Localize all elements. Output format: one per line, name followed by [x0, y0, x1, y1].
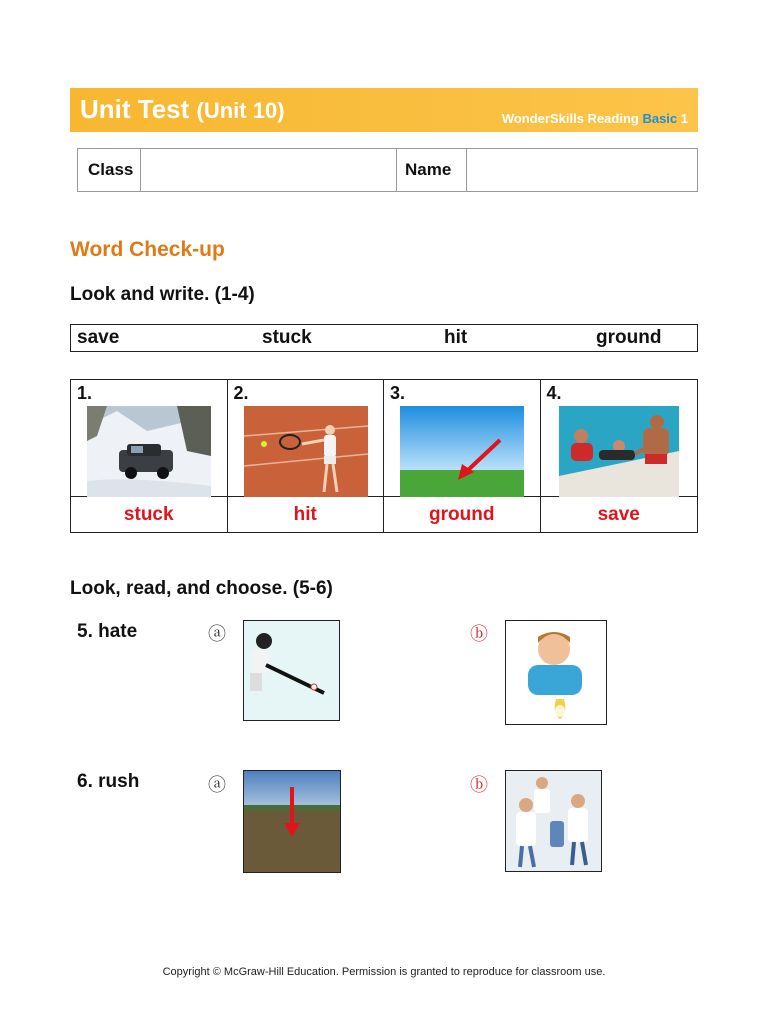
brand-label	[502, 111, 688, 126]
lifeguards-pool-image	[559, 406, 679, 497]
car-in-snow-image	[87, 406, 211, 497]
word-bank-item: save	[77, 327, 120, 348]
option-a-marker[interactable]: ⓐ	[208, 775, 226, 795]
answer-cell-3[interactable]: ground	[384, 497, 541, 532]
baseball-batter-image[interactable]	[243, 620, 340, 721]
item-number: 1.	[77, 383, 93, 403]
instruction-part2: Look, read, and choose. (5-6)	[70, 578, 333, 599]
option-b-marker[interactable]: ⓑ	[470, 624, 488, 644]
field-arrow-image[interactable]	[243, 770, 341, 873]
question-6-label: 6. rush	[77, 771, 140, 792]
brand-level: Basic	[642, 111, 678, 126]
boy-with-banana-image[interactable]	[505, 620, 607, 725]
title-main: Unit Test	[80, 94, 190, 124]
class-field[interactable]	[141, 149, 397, 191]
picture-cell-4	[541, 380, 698, 497]
instruction-part1: Look and write. (1-4)	[70, 284, 255, 305]
option-b-marker[interactable]: ⓑ	[470, 775, 488, 795]
item-number: 2.	[233, 383, 249, 403]
section-title: Word Check-up	[70, 238, 225, 261]
question-5-label: 5. hate	[77, 621, 138, 642]
class-label: Class	[78, 149, 141, 191]
word-bank-item: ground	[596, 327, 662, 348]
answer-cell-2[interactable]: hit	[228, 497, 385, 532]
name-label: Name	[397, 149, 467, 191]
word-bank-item: hit	[444, 327, 468, 348]
title-banner	[70, 88, 698, 132]
name-field[interactable]	[467, 149, 697, 191]
class-name-table	[77, 148, 698, 192]
answer-cell-4[interactable]: save	[597, 503, 640, 525]
item-number: 4.	[546, 383, 562, 403]
word-bank-item: stuck	[262, 327, 312, 348]
copyright-footer: Copyright © McGraw-Hill Education. Permission is granted to reproduce for classroom use.	[162, 966, 606, 978]
picture-cell-3	[384, 380, 541, 497]
page-title	[80, 94, 285, 125]
brand-prefix: WonderSkills Reading	[501, 111, 643, 126]
word-bank	[70, 324, 698, 352]
picture-answer-table	[70, 379, 698, 533]
picture-cell-1	[71, 380, 228, 497]
option-a-marker[interactable]: ⓐ	[208, 624, 226, 644]
title-unit: (Unit 10)	[196, 98, 285, 123]
item-number: 3.	[390, 383, 406, 403]
doctors-running-image[interactable]	[505, 770, 602, 872]
grass-field-arrow-image	[400, 406, 524, 497]
tennis-player-image	[244, 406, 368, 497]
answer-cell-1[interactable]: stuck	[71, 497, 228, 532]
picture-cell-2	[228, 380, 385, 497]
brand-number: 1	[677, 111, 688, 126]
